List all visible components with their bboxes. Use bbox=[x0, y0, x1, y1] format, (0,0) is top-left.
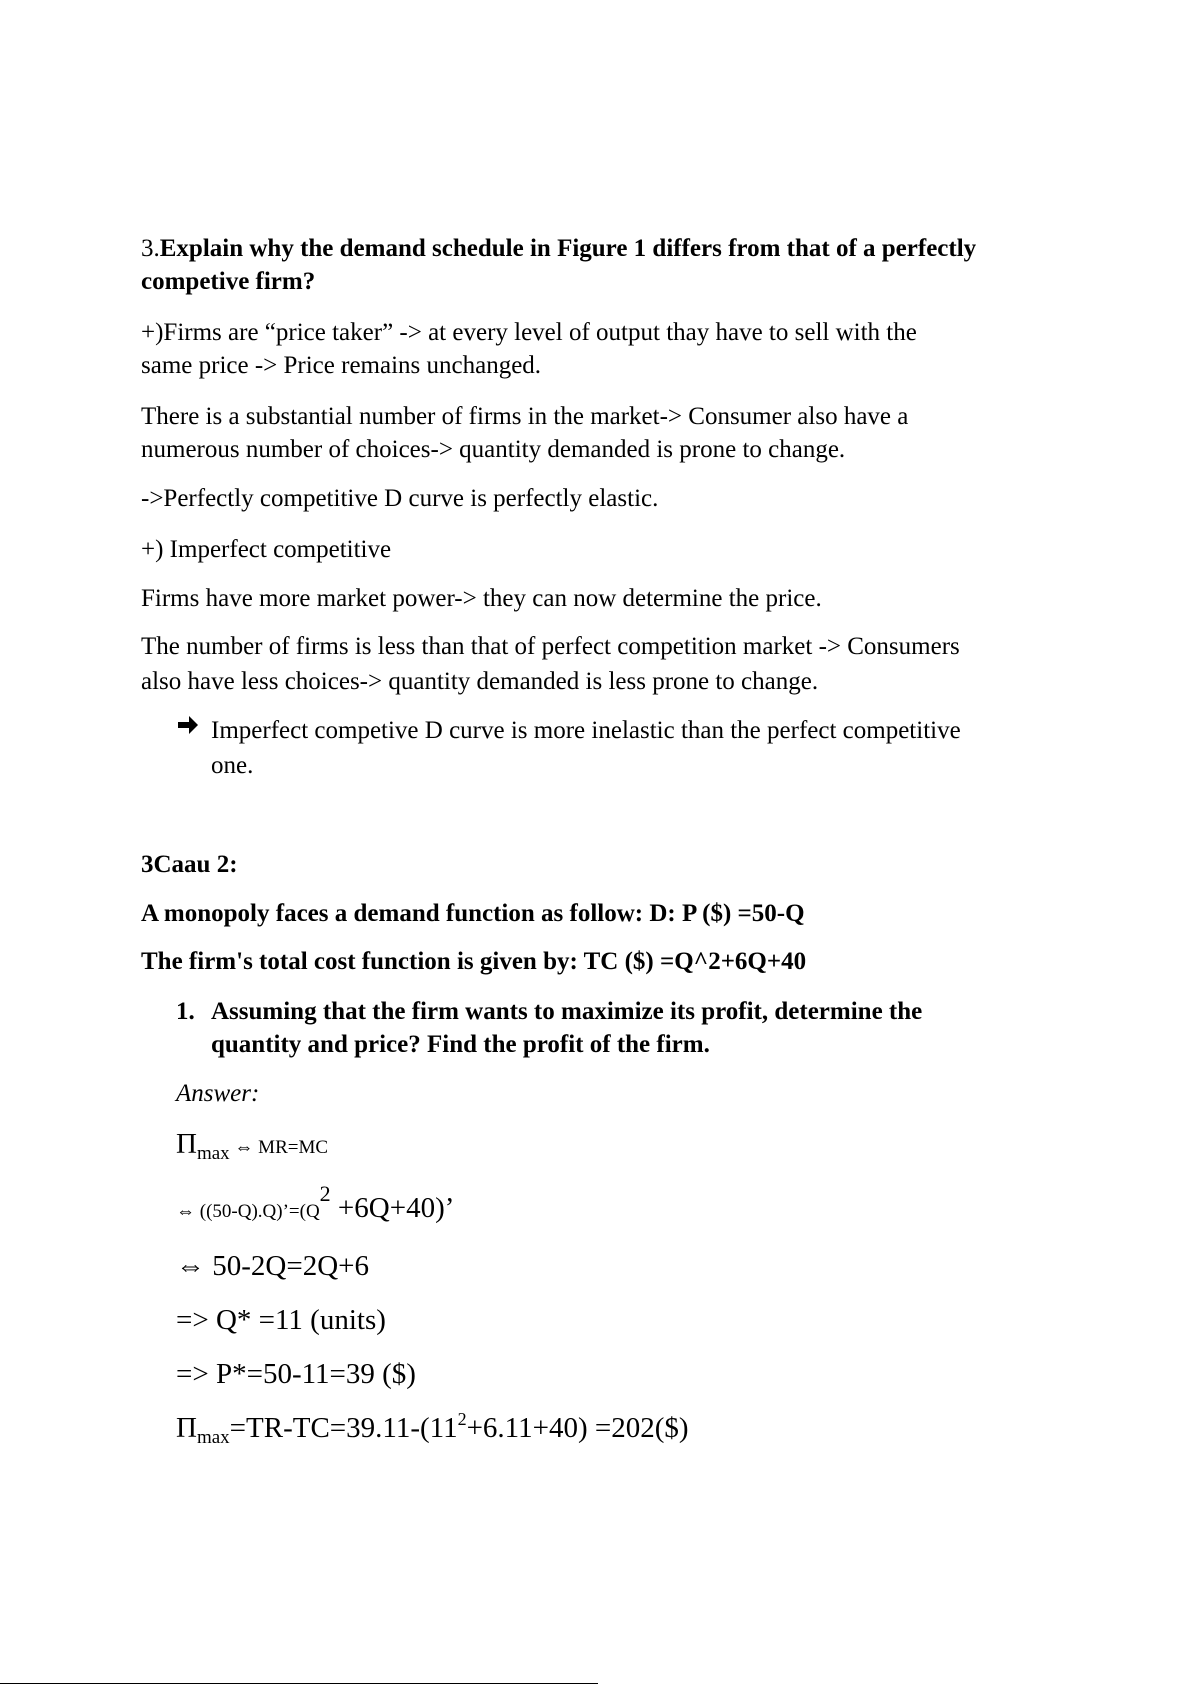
question-1-line1: Assuming that the firm wants to maximize its profit, determine the bbox=[211, 998, 923, 1025]
paragraph-price-taker-line2: same price -> Price remains unchanged. bbox=[141, 352, 542, 379]
paragraph-market-power: Firms have more market power-> they can now determine the price. bbox=[141, 585, 822, 612]
question-number: 3. bbox=[141, 235, 160, 262]
section-heading: 3Caau 2: bbox=[141, 851, 238, 878]
equation-profit bbox=[176, 1409, 689, 1448]
conclusion-line2: one. bbox=[211, 752, 254, 779]
exponent: 2 bbox=[457, 1409, 467, 1429]
pi-symbol: Π bbox=[176, 1412, 197, 1444]
answer-label: Answer: bbox=[176, 1080, 260, 1107]
right-arrow-icon bbox=[177, 714, 199, 736]
exponent: 2 bbox=[319, 1181, 331, 1206]
cost-function: The firm's total cost function is given by: TC ($) =Q^2+6Q+40 bbox=[141, 948, 807, 975]
paragraph-fewer-firms-line1: The number of firms is less than that of perfect competition market -> Consumers bbox=[141, 633, 960, 660]
footer-divider bbox=[0, 1683, 598, 1684]
equation-profit-condition bbox=[176, 1128, 328, 1164]
question-1-number: 1. bbox=[176, 998, 195, 1025]
subscript-max: max bbox=[196, 1427, 230, 1448]
question-3-line1 bbox=[141, 232, 976, 265]
question-1-line2: quantity and price? Find the profit of the firm. bbox=[211, 1031, 710, 1058]
subscript-max: max bbox=[196, 1143, 230, 1164]
question-text: Explain why the demand schedule in Figure 1 differs from that of a perfectly bbox=[159, 235, 977, 262]
paragraph-many-firms-line2: numerous number of choices-> quantity demanded is prone to change. bbox=[141, 436, 846, 463]
demand-function: A monopoly faces a demand function as follow: D: P ($) =50-Q bbox=[141, 900, 805, 927]
pi-symbol: Π bbox=[176, 1128, 197, 1160]
paragraph-price-taker-line1: +)Firms are “price taker” -> at every level of output thay have to sell with the bbox=[141, 319, 917, 346]
paragraph-elastic: ->Perfectly competitive D curve is perfectly elastic. bbox=[141, 485, 659, 512]
equation-quantity: => Q* =11 (units) bbox=[176, 1304, 386, 1336]
paragraph-fewer-firms-line2: also have less choices-> quantity demanded is less prone to change. bbox=[141, 668, 819, 695]
conclusion-line1: Imperfect competive D curve is more inelastic than the perfect competitive bbox=[211, 717, 961, 744]
equation-lead: ⇔ ((50-Q).Q)’=(Q bbox=[176, 1201, 320, 1222]
equation-rest: +6Q+40)’ bbox=[330, 1192, 455, 1224]
question-3-line2: competive firm? bbox=[141, 268, 316, 295]
equation-rest: +6.11+40) =202($) bbox=[466, 1412, 689, 1444]
equation-lead: =TR-TC=39.11-(11 bbox=[229, 1412, 458, 1444]
paragraph-many-firms-line1: There is a substantial number of firms in the market-> Consumer also have a bbox=[141, 403, 909, 430]
paragraph-imperfect-heading: +) Imperfect competitive bbox=[141, 536, 392, 563]
equation-text: ⇔ MR=MC bbox=[229, 1137, 329, 1158]
equation-price: => P*=50-11=39 ($) bbox=[176, 1358, 416, 1390]
equation-derivative bbox=[176, 1181, 455, 1228]
equation-mr-mc: ⇔ 50-2Q=2Q+6 bbox=[176, 1250, 370, 1282]
